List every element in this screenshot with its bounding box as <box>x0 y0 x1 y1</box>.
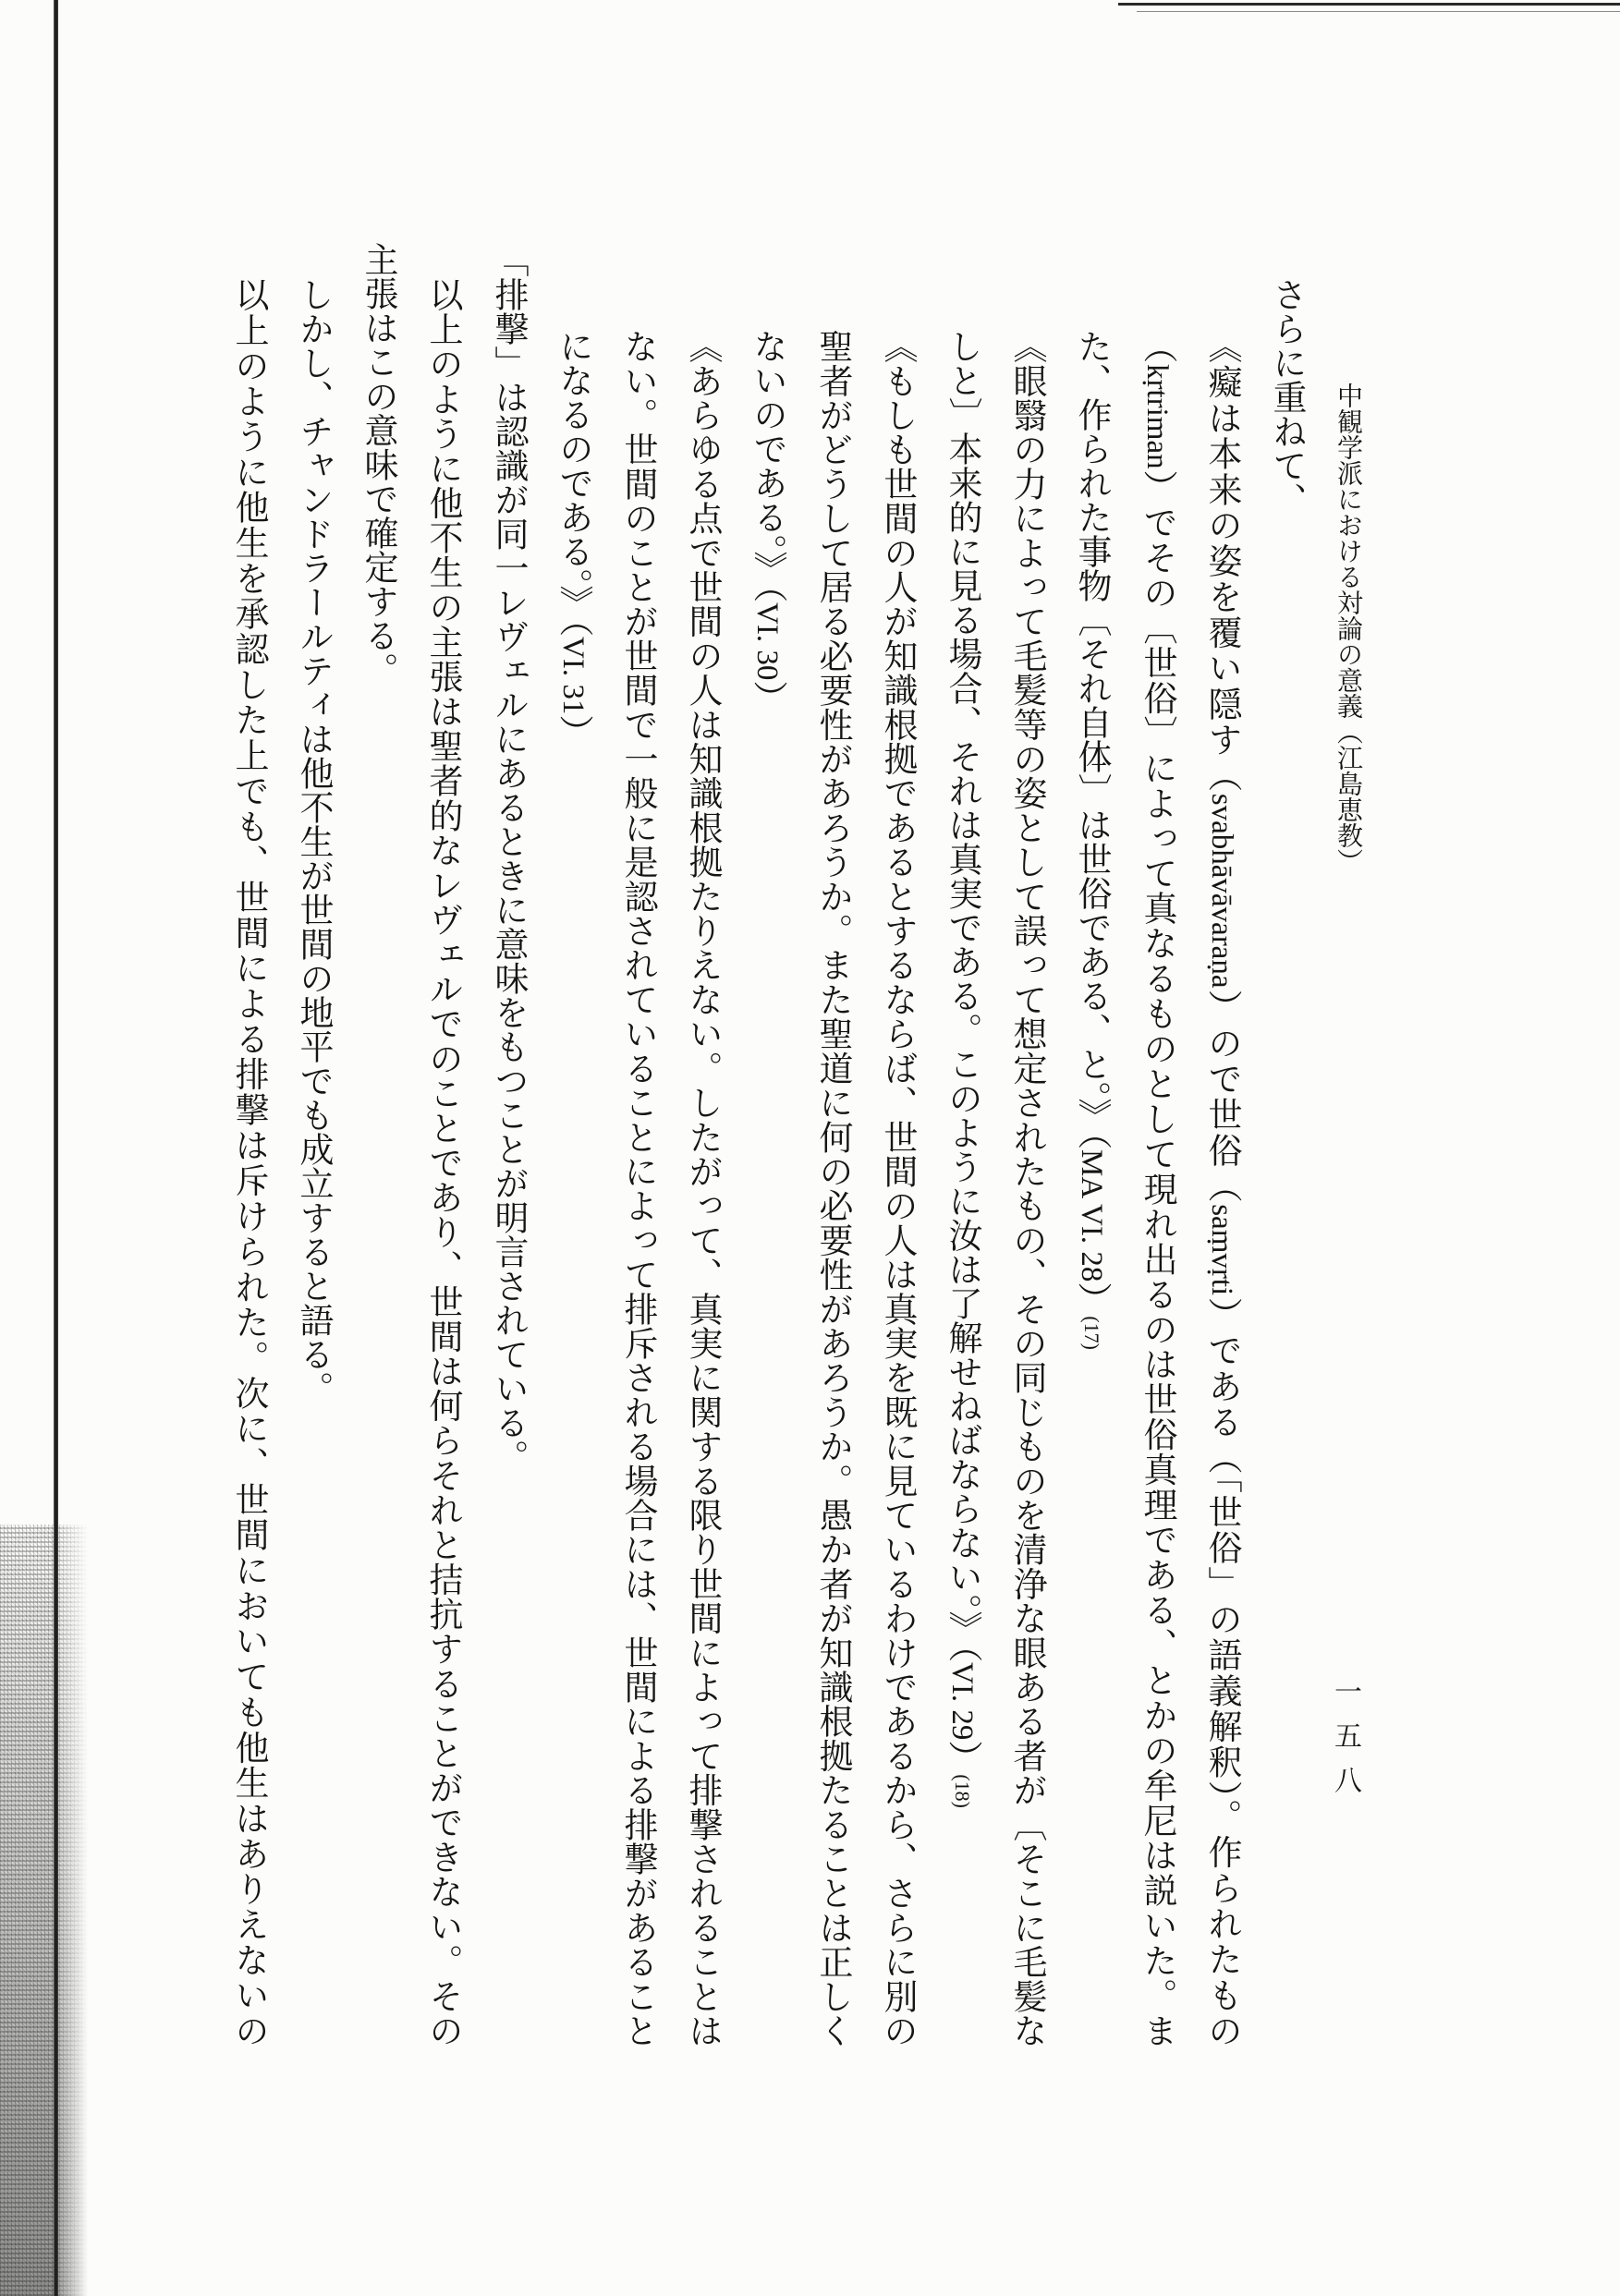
text-run: 聖者がどうして居る必要性があろうか。また聖道に何の必要性があろうか。愚か者が知識根拠たることは正しく <box>813 329 853 2048</box>
quote-column-8 <box>803 329 862 2047</box>
text-run: た、作られた事物〔それ自体〕は世俗である、と。》（ <box>1072 329 1112 1149</box>
quote-column-4 <box>1062 329 1121 1350</box>
text-run: 《眼翳の力によって毛髪等の姿として誤って想定されたもの、その同じものを清浄な眼ある者が〔そこに毛髪な <box>1007 329 1047 2048</box>
running-header: 中観学派における対論の意義（江島恵教） <box>1334 383 1364 874</box>
text-run: ないのである。》（ <box>748 329 787 602</box>
quote-column-2 <box>1192 329 1251 2047</box>
text-run: 「排撃」は認識が同一レヴェルにあるときに意味をもつことが明言されている。 <box>489 243 529 1474</box>
text-column-15 <box>348 242 408 686</box>
citation-ref: VI. 31 <box>556 637 590 715</box>
text-column-17 <box>219 277 278 2047</box>
quote-column-7 <box>868 329 927 2047</box>
text-column-13 <box>479 243 538 1474</box>
quote-column-11 <box>608 329 667 2047</box>
text-run: しかし、チャンドラールティは他不生が世間の地平でも成立すると語る。 <box>294 277 334 1405</box>
text-run: ） <box>943 1740 982 1775</box>
text-run: 主張はこの意味で確定する。 <box>359 242 398 686</box>
scan-binding-edge-line <box>54 0 58 2296</box>
text-run: しと〕本来的に見る場合、それは真実である。このように汝は了解せねばならない。》（ <box>943 329 982 1662</box>
text-column-16 <box>284 277 343 1405</box>
text-run: ）ので世俗（ <box>1202 988 1242 1205</box>
text-run: ） <box>748 680 787 715</box>
text-run: さらに重ねて、 <box>1267 277 1307 516</box>
quote-column-9 <box>737 329 797 714</box>
text-run: ）でその〔世俗〕によって真なるものとして現れ出るのは世俗真理である、とかの牟尼は説いた。ま <box>1138 468 1177 2048</box>
text-run: 《癡は本来の姿を覆い隠す（ <box>1202 329 1242 794</box>
text-run: ない。世間のことが世間で一般に是認されていることによって排斥される場合には、世間による排撃があること <box>618 329 658 2047</box>
text-run: 《もしも世間の人が知識根拠であるとするならば、世間の人は真実を既に見ているわけであるから、さらに別の <box>878 329 918 2047</box>
text-run: 以上のように他不生の主張は聖者的なレヴェルでのことであり、世間は何らそれと拮抗することができない。その <box>423 277 463 2047</box>
text-run: ） <box>1072 1282 1112 1317</box>
citation-ref: VI. 29 <box>945 1662 979 1741</box>
sanskrit-term: kṛtriman <box>1140 363 1174 469</box>
footnote-marker: (17) <box>1080 1316 1103 1350</box>
scan-top-edge-thin-line <box>1137 11 1620 12</box>
text-column-14 <box>413 277 472 2047</box>
text-run: 以上のように他生を承認した上でも、世間による排撃は斥けられた。次に、世間においても他生はありえないの <box>229 277 269 2047</box>
text-column-1 <box>1257 277 1316 516</box>
quote-column-10 <box>673 329 732 2047</box>
citation-ref: VI. 30 <box>750 602 784 681</box>
text-run: 《あらゆる点で世間の人は知識根拠たりえない。したがって、真実に関する限り世間によって排撃されることは <box>683 329 723 2048</box>
sanskrit-term: svabhāvāvaraṇa <box>1205 793 1238 989</box>
footnote-marker: (18) <box>951 1774 974 1808</box>
quote-column-3 <box>1127 329 1187 2047</box>
scan-binding-shadow <box>0 1525 88 2296</box>
quote-column-6 <box>932 329 992 1808</box>
quote-column-5 <box>997 329 1056 2047</box>
sanskrit-term: saṃvṛti <box>1205 1204 1238 1296</box>
citation-ref: MA VI. 28 <box>1075 1149 1108 1282</box>
text-run: ） <box>554 714 593 749</box>
text-run: （ <box>1138 329 1177 364</box>
text-run: になるのである。》（ <box>554 329 593 637</box>
quote-column-12 <box>543 329 603 748</box>
scan-top-edge-line <box>1118 3 1620 6</box>
page-number: 一五八 <box>1329 1677 1361 1810</box>
text-run: ）である（「世俗」の語義解釈）。作られたもの <box>1202 1295 1242 2048</box>
